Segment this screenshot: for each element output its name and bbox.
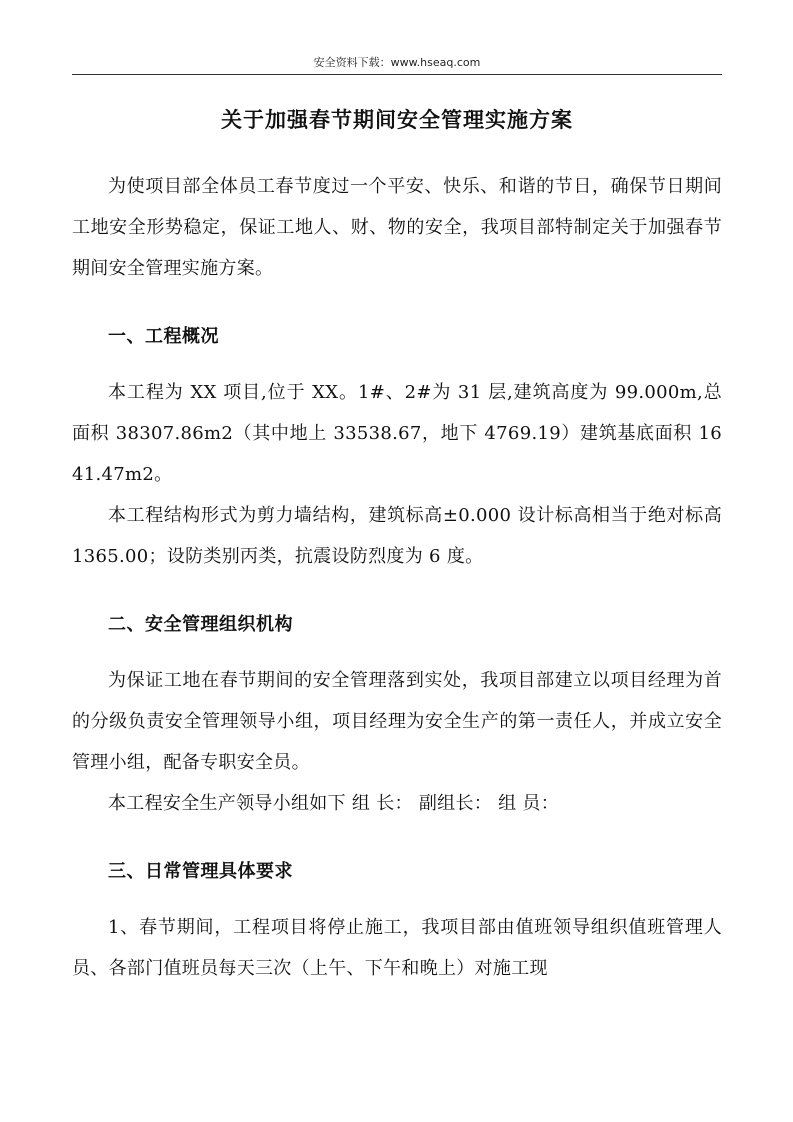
overview-paragraph-2: 本工程结构形式为剪力墙结构，建筑标高±0.000 设计标高相当于绝对标高 1365.00；设防类别丙类，抗震设防烈度为 6 度。	[72, 505, 722, 567]
document-title: 关于加强春节期间安全管理实施方案	[221, 107, 573, 132]
section-heading-overview: 一、工程概况	[108, 326, 219, 347]
intro-paragraph: 为使项目部全体员工春节度过一个平安、快乐、和谐的节日，确保节日期间工地安全形势稳定，保证工地人、财、物的安全，我项目部特制定关于加强春节期间安全管理实施方案。	[72, 176, 722, 279]
header-divider	[72, 74, 722, 75]
overview-paragraph-1: 本工程为 XX 项目,位于 XX。1#、2#为 31 层,建筑高度为 99.000m,总面积 38307.86m2（其中地上 33538.67，地下 4769.19）建筑基底面积 1641.47m2。	[72, 382, 722, 485]
organization-paragraph-1: 为保证工地在春节期间的安全管理落到实处，我项目部建立以项目经理为首的分级负责安全管理领导小组，项目经理为安全生产的第一责任人，并成立安全管理小组，配备专职安全员。	[72, 670, 722, 773]
section-heading-requirements: 三、日常管理具体要求	[108, 861, 293, 882]
organization-paragraph-2: 本工程安全生产领导小组如下 组 长： 副组长： 组 员：	[108, 793, 560, 814]
page-header: 安全资料下载：www.hseaq.com	[313, 56, 481, 69]
requirements-paragraph-1: 1、春节期间，工程项目将停止施工，我项目部由值班领导组织值班管理人员、各部门值班员每天三次（上午、下午和晚上）对施工现	[72, 917, 722, 979]
section-heading-organization: 二、安全管理组织机构	[108, 614, 293, 635]
document-body	[72, 166, 722, 989]
